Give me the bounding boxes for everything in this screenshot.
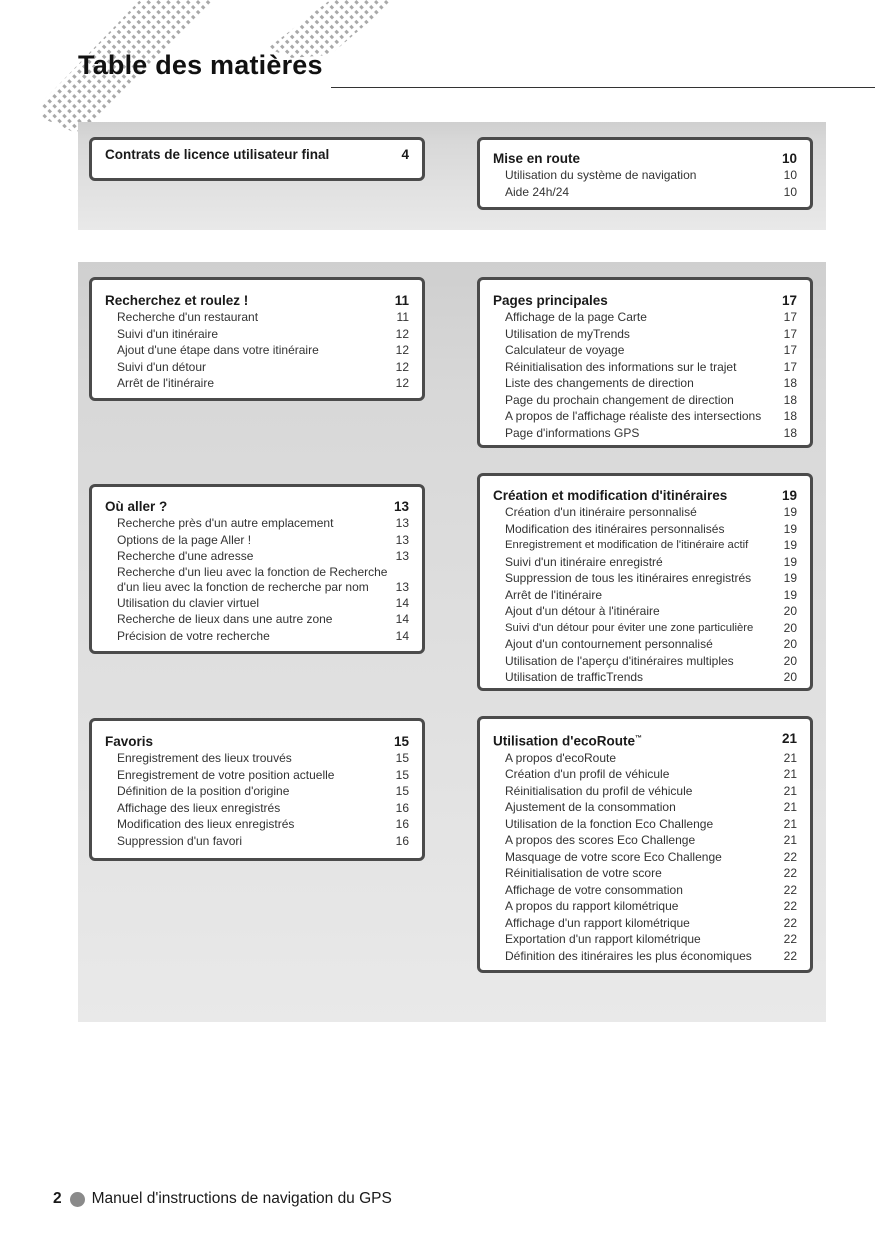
toc-section-title: Favoris bbox=[105, 734, 154, 749]
toc-entry-label: Modification des itinéraires personnalisés bbox=[505, 521, 725, 536]
toc-entry[interactable] bbox=[493, 184, 797, 201]
toc-entry-label: Ajout d'un détour à l'itinéraire bbox=[505, 604, 660, 618]
bullet-dot-icon bbox=[70, 1192, 85, 1207]
toc-entry-label: Suppression de tous les itinéraires enregistrés bbox=[505, 571, 752, 585]
toc-entry-label: Réinitialisation du profil de véhicule bbox=[505, 783, 693, 798]
toc-entry[interactable] bbox=[105, 375, 409, 392]
toc-section-heading[interactable] bbox=[105, 146, 409, 163]
toc-entry-page: 12 bbox=[395, 376, 409, 390]
toc-entry-label: Masquage de votre score Eco Challenge bbox=[505, 849, 722, 864]
toc-section-page: 11 bbox=[394, 293, 409, 308]
toc-section-page: 10 bbox=[781, 151, 797, 166]
toc-entry-label: Enregistrement et modification de l'itinéraire actif bbox=[505, 539, 749, 551]
toc-entry-label: Suivi d'un détour bbox=[117, 359, 207, 374]
toc-entry[interactable] bbox=[493, 915, 797, 932]
toc-entry[interactable] bbox=[493, 342, 797, 359]
toc-section-page: 15 bbox=[393, 734, 409, 749]
toc-entry-page: 19 bbox=[783, 521, 797, 536]
toc-entry[interactable] bbox=[493, 882, 797, 899]
toc-entry-label: Enregistrement de votre position actuelle bbox=[117, 767, 335, 782]
toc-section-title: Création et modification d'itinéraires bbox=[493, 488, 728, 503]
toc-entry[interactable] bbox=[493, 587, 797, 604]
toc-entry-label: Suppression d'un favori bbox=[117, 833, 243, 848]
toc-entry[interactable] bbox=[105, 515, 409, 532]
toc-entry-label: Recherche d'un lieu avec la fonction de Recherche bbox=[117, 564, 388, 579]
toc-entry-page: 14 bbox=[395, 628, 409, 643]
toc-entry-page: 13 bbox=[395, 579, 409, 594]
toc-entry-label: Affichage de votre consommation bbox=[505, 882, 683, 897]
toc-section-page: 19 bbox=[781, 488, 797, 503]
toc-entry-label: Recherche d'une adresse bbox=[117, 549, 254, 563]
toc-entry-label: Calculateur de voyage bbox=[505, 343, 625, 357]
toc-section-heading[interactable] bbox=[105, 733, 409, 750]
toc-entry-page bbox=[407, 565, 409, 580]
toc-entry-label: d'un lieu avec la fonction de recherche par nom bbox=[117, 579, 369, 594]
toc-section-page: 13 bbox=[393, 499, 409, 514]
toc-entry[interactable] bbox=[493, 359, 797, 376]
toc-entry-label: Recherche près d'un autre emplacement bbox=[117, 516, 334, 530]
toc-entry-label: Affichage d'un rapport kilométrique bbox=[505, 915, 690, 930]
toc-entry[interactable] bbox=[105, 326, 409, 343]
toc-entry[interactable] bbox=[105, 833, 409, 850]
toc-entry-label: Définition de la position d'origine bbox=[117, 784, 290, 798]
toc-entry[interactable] bbox=[105, 611, 409, 628]
toc-section-pages-principales bbox=[477, 277, 813, 448]
toc-entry[interactable] bbox=[493, 521, 797, 538]
toc-section-title: Pages principales bbox=[493, 293, 608, 308]
toc-entry-label: Page d'informations GPS bbox=[505, 425, 640, 440]
toc-entry-label: Utilisation du clavier virtuel bbox=[117, 595, 260, 610]
toc-entry-page: 15 bbox=[395, 751, 409, 765]
toc-section-licence bbox=[89, 137, 425, 181]
toc-entry-label: Création d'un itinéraire personnalisé bbox=[505, 505, 697, 519]
toc-section-title: Recherchez et roulez ! bbox=[105, 293, 249, 308]
toc-entry-page: 20 bbox=[783, 604, 797, 618]
toc-entry-label: Ajout d'un contournement personnalisé bbox=[505, 637, 713, 651]
toc-entry-label: Recherche de lieux dans une autre zone bbox=[117, 612, 333, 626]
toc-entry-page: 12 bbox=[395, 343, 409, 357]
toc-entry[interactable] bbox=[493, 620, 797, 637]
toc-entry-label: A propos du rapport kilométrique bbox=[505, 899, 679, 913]
toc-entry-page: 19 bbox=[783, 538, 797, 552]
toc-entry-page: 19 bbox=[783, 554, 797, 569]
toc-entry-page: 19 bbox=[783, 505, 797, 519]
footer-manual-title: Manuel d'instructions de navigation du GPS bbox=[91, 1190, 392, 1207]
toc-entry-page: 19 bbox=[783, 571, 797, 585]
toc-entry[interactable] bbox=[105, 750, 409, 767]
toc-entry-label: Utilisation de myTrends bbox=[505, 326, 630, 341]
toc-entry-page: 15 bbox=[395, 767, 409, 782]
toc-section-heading[interactable] bbox=[493, 292, 797, 309]
toc-entry-label: A propos des scores Eco Challenge bbox=[505, 833, 696, 847]
toc-section-favoris bbox=[89, 718, 425, 861]
toc-entry-page: 10 bbox=[783, 168, 797, 182]
toc-entry-page: 22 bbox=[783, 948, 797, 963]
toc-entry-page: 22 bbox=[783, 899, 797, 913]
toc-section-ou-aller bbox=[89, 484, 425, 654]
toc-section-heading[interactable] bbox=[105, 292, 409, 309]
toc-section-heading[interactable] bbox=[493, 487, 797, 504]
toc-entry[interactable] bbox=[105, 309, 409, 326]
toc-entry-page: 14 bbox=[395, 595, 409, 610]
toc-entry-label: Précision de votre recherche bbox=[117, 628, 270, 643]
toc-entry-page: 22 bbox=[783, 915, 797, 930]
toc-entry-page: 22 bbox=[783, 866, 797, 880]
toc-entry-page: 21 bbox=[783, 816, 797, 831]
toc-entry[interactable] bbox=[493, 669, 797, 686]
toc-entry-label: Recherche d'un restaurant bbox=[117, 310, 259, 324]
toc-section-heading[interactable] bbox=[105, 498, 409, 515]
toc-entry[interactable] bbox=[105, 816, 409, 833]
toc-entry-label: Ajustement de la consommation bbox=[505, 800, 676, 814]
toc-entry-page: 19 bbox=[783, 587, 797, 602]
toc-entry-label: Affichage de la page Carte bbox=[505, 310, 647, 324]
toc-entry-label: Ajout d'une étape dans votre itinéraire bbox=[117, 343, 319, 357]
page-footer bbox=[53, 1190, 392, 1208]
toc-entry-page: 21 bbox=[783, 833, 797, 847]
toc-entry-label: Arrêt de l'itinéraire bbox=[117, 376, 214, 390]
toc-entry[interactable] bbox=[105, 595, 409, 612]
toc-entry-label: Utilisation de l'aperçu d'itinéraires multiples bbox=[505, 653, 734, 668]
toc-entry-page: 20 bbox=[783, 670, 797, 684]
toc-section-title: Mise en route bbox=[493, 151, 581, 166]
toc-entry-page: 11 bbox=[396, 310, 409, 324]
page-title: Table des matières bbox=[78, 50, 323, 80]
toc-section-recherchez bbox=[89, 277, 425, 401]
toc-entry[interactable] bbox=[493, 504, 797, 521]
toc-entry-page: 20 bbox=[783, 653, 797, 668]
toc-entry[interactable] bbox=[105, 783, 409, 800]
toc-section-title: Contrats de licence utilisateur final bbox=[105, 146, 330, 162]
toc-entry[interactable] bbox=[493, 570, 797, 587]
toc-section-heading[interactable] bbox=[493, 150, 797, 167]
toc-section-page: 4 bbox=[401, 146, 409, 162]
toc-entry[interactable] bbox=[493, 832, 797, 849]
toc-entry[interactable] bbox=[493, 326, 797, 343]
toc-entry-page: 18 bbox=[783, 392, 797, 407]
toc-entry[interactable] bbox=[493, 392, 797, 409]
toc-entry[interactable] bbox=[105, 359, 409, 376]
toc-entry[interactable] bbox=[493, 750, 797, 767]
toc-entry[interactable] bbox=[105, 800, 409, 817]
toc-section-page: 21 bbox=[781, 731, 797, 746]
toc-entry[interactable] bbox=[493, 816, 797, 833]
page-number: 2 bbox=[53, 1190, 62, 1207]
toc-entry-label: Suivi d'un itinéraire bbox=[117, 326, 219, 341]
toc-entry-page: 21 bbox=[783, 783, 797, 798]
toc-section-title: Utilisation d'ecoRoute™ bbox=[493, 733, 642, 749]
toc-entry[interactable] bbox=[105, 767, 409, 784]
toc-entry-page: 17 bbox=[783, 343, 797, 357]
title-rule bbox=[331, 87, 875, 88]
toc-entry-page: 12 bbox=[395, 359, 409, 374]
toc-entry[interactable] bbox=[493, 849, 797, 866]
toc-entry-label: Suivi d'un itinéraire enregistré bbox=[505, 554, 663, 569]
toc-entry-label: A propos d'ecoRoute bbox=[505, 750, 617, 765]
toc-entry[interactable] bbox=[105, 628, 409, 645]
toc-entry-label: Page du prochain changement de direction bbox=[505, 392, 734, 407]
toc-entry[interactable] bbox=[493, 375, 797, 392]
trademark-mark: ™ bbox=[634, 735, 642, 742]
toc-entry-page: 16 bbox=[395, 800, 409, 815]
toc-entry-label: Définition des itinéraires les plus économiques bbox=[505, 948, 752, 963]
toc-entry-page: 22 bbox=[783, 882, 797, 897]
toc-entry-label: Utilisation de trafficTrends bbox=[505, 670, 644, 684]
toc-entry[interactable] bbox=[493, 653, 797, 670]
toc-entry-page: 17 bbox=[783, 310, 797, 324]
toc-entry-label: Options de la page Aller ! bbox=[117, 532, 252, 547]
toc-section-ecoroute bbox=[477, 716, 813, 973]
toc-entry-label: Liste des changements de direction bbox=[505, 376, 694, 390]
toc-section-title: Où aller ? bbox=[105, 499, 168, 514]
toc-entry-label: Modification des lieux enregistrés bbox=[117, 817, 295, 831]
toc-entry[interactable] bbox=[493, 766, 797, 783]
toc-entry-page: 17 bbox=[783, 326, 797, 341]
toc-entry-label: Arrêt de l'itinéraire bbox=[505, 587, 602, 602]
toc-entry-page: 18 bbox=[783, 376, 797, 390]
toc-entry[interactable] bbox=[493, 948, 797, 965]
toc-entry-page: 22 bbox=[783, 849, 797, 864]
toc-entry-label: A propos de l'affichage réaliste des intersections bbox=[505, 409, 762, 423]
toc-entry[interactable] bbox=[493, 603, 797, 620]
toc-entry-label: Utilisation de la fonction Eco Challenge bbox=[505, 816, 714, 831]
toc-entry-label: Réinitialisation des informations sur le trajet bbox=[505, 359, 737, 374]
toc-entry-page: 18 bbox=[783, 409, 797, 423]
toc-entry[interactable] bbox=[493, 898, 797, 915]
toc-entry-page: 18 bbox=[783, 425, 797, 440]
toc-entry[interactable] bbox=[105, 548, 409, 565]
toc-entry-page: 21 bbox=[783, 800, 797, 814]
toc-entry[interactable] bbox=[493, 931, 797, 948]
toc-entry-label: Réinitialisation de votre score bbox=[505, 866, 662, 880]
toc-entry[interactable] bbox=[493, 783, 797, 800]
toc-entry-label: Utilisation du système de navigation bbox=[505, 168, 697, 182]
toc-entry-label: Suivi d'un détour pour éviter une zone particulière bbox=[505, 621, 754, 634]
toc-entry[interactable] bbox=[493, 636, 797, 653]
toc-entry[interactable] bbox=[493, 167, 797, 184]
toc-entry[interactable] bbox=[105, 342, 409, 359]
toc-entry-label: Aide 24h/24 bbox=[505, 184, 570, 199]
toc-entry-page: 21 bbox=[783, 750, 797, 765]
toc-entry-page: 20 bbox=[783, 620, 797, 635]
toc-entry[interactable] bbox=[493, 865, 797, 882]
toc-entry[interactable] bbox=[493, 799, 797, 816]
toc-section-page: 17 bbox=[781, 293, 797, 308]
toc-entry-page: 14 bbox=[395, 612, 409, 626]
toc-entry-label: Création d'un profil de véhicule bbox=[505, 767, 670, 781]
toc-entry[interactable] bbox=[105, 532, 409, 549]
toc-entry-page: 13 bbox=[395, 516, 409, 530]
toc-entry-page: 10 bbox=[783, 184, 797, 199]
toc-entry[interactable] bbox=[105, 565, 409, 580]
toc-entry-page: 20 bbox=[783, 637, 797, 651]
toc-entry-page: 13 bbox=[395, 532, 409, 547]
toc-entry-page: 16 bbox=[395, 833, 409, 848]
toc-entry-page: 21 bbox=[783, 767, 797, 781]
toc-entry-page: 15 bbox=[395, 784, 409, 798]
toc-section-mise-en-route bbox=[477, 137, 813, 210]
toc-entry-page: 13 bbox=[395, 549, 409, 563]
toc-entry-label: Affichage des lieux enregistrés bbox=[117, 800, 281, 815]
toc-entry-label: Exportation d'un rapport kilométrique bbox=[505, 932, 701, 946]
toc-entry[interactable] bbox=[493, 408, 797, 425]
toc-entry[interactable] bbox=[493, 309, 797, 326]
toc-entry-page: 12 bbox=[395, 326, 409, 341]
toc-entry-page: 17 bbox=[783, 359, 797, 374]
toc-entry[interactable] bbox=[493, 537, 797, 554]
toc-entry-page: 16 bbox=[395, 817, 409, 831]
toc-entry-label: Enregistrement des lieux trouvés bbox=[117, 751, 292, 765]
toc-section-creation-itineraires bbox=[477, 473, 813, 691]
toc-entry[interactable] bbox=[493, 425, 797, 442]
toc-entry-page: 22 bbox=[783, 932, 797, 946]
toc-entry-continued[interactable] bbox=[105, 580, 409, 595]
toc-section-heading[interactable] bbox=[493, 730, 797, 750]
toc-entry[interactable] bbox=[493, 554, 797, 571]
